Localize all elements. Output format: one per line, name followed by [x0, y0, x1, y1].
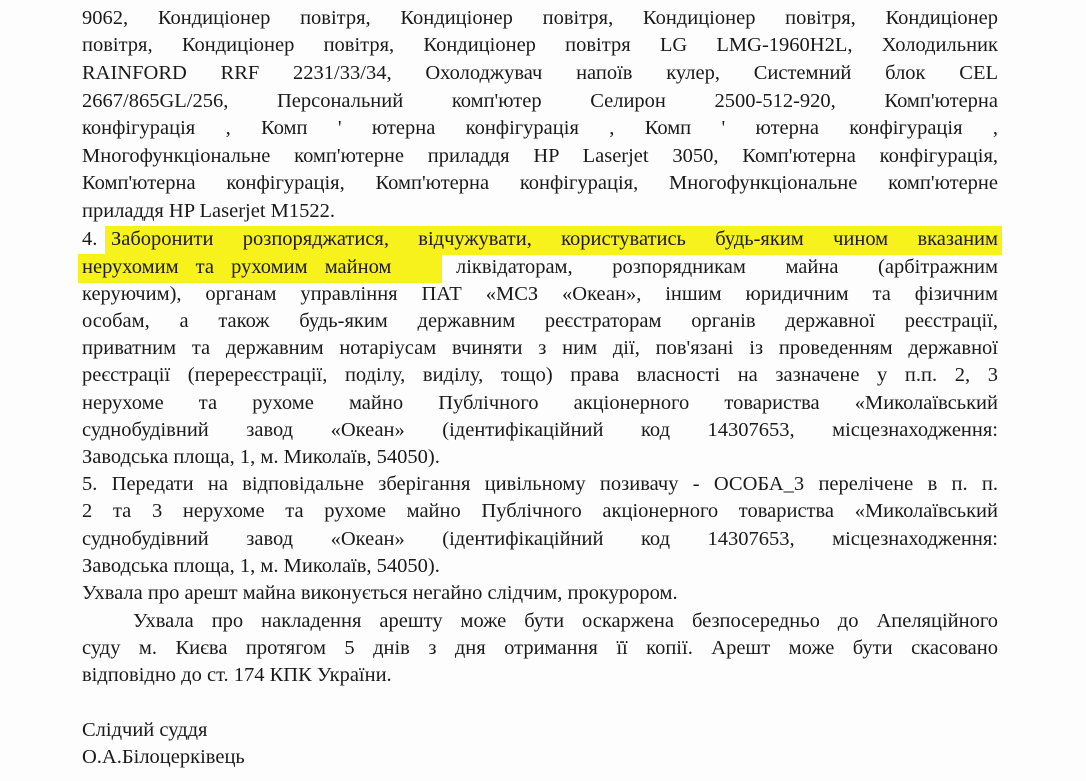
text-line: 2 та 3 нерухоме та рухоме майно Публічного акціонерного товариства «Миколаївський [82, 500, 998, 522]
text-line: Заводська площа, 1, м. Миколаїв, 54050). [82, 446, 440, 468]
text-line: приладдя HP Laserjet M1522. [82, 200, 335, 222]
text-line: конфігурація , Комп ' ютерна конфігурація , Комп ' ютерна конфігурація , [82, 117, 998, 139]
text-line: керуючим), органам управління ПАТ «МСЗ «Океан», іншим юридичним та фізичним [82, 283, 998, 305]
text-line: 9062, Кондиціонер повітря, Кондиціонер повітря, Кондиціонер повітря, Кондиціонер [82, 7, 998, 29]
text-line: RAINFORD RRF 2231/33/34, Охолоджувач напоїв кулер, Системний блок CEL [82, 62, 998, 84]
signature-name: О.А.Білоцерківець [82, 746, 245, 768]
text-line: реєстрації (перереєстрації, поділу, виділу, тощо) права власності на зазначене у п.п. 2, 3 [82, 364, 998, 386]
text-line: суднобудівний завод «Океан» (ідентифікаційний код 14307653, місцезнаходження: [82, 528, 998, 550]
signature-title: Слідчий суддя [82, 719, 208, 741]
execution-line: Ухвала про арешт майна виконується негайно слідчим, прокурором. [82, 582, 678, 604]
text-line: відповідно до ст. 174 КПК України. [82, 664, 392, 686]
text-line: 5. Передати на відповідальне зберігання цивільному позивачу - ОСОБА_3 перелічене в п. п. [82, 473, 998, 495]
text-line: суднобудівний завод «Океан» (ідентифікаційний код 14307653, місцезнаходження: [82, 419, 998, 441]
text-line: суду м. Києва протягом 5 днів з дня отримання її копії. Арешт може бути скасовано [82, 637, 998, 659]
item4-line1 [82, 226, 998, 253]
text-line: Многофункціональне комп'ютерне приладдя HP Laserjet 3050, Комп'ютерна конфігурація, [82, 145, 998, 167]
text-line: повітря, Кондиціонер повітря, Кондиціонер повітря LG LMG-1960H2L, Холодильник [82, 34, 998, 56]
text-segment: ліквідаторам, розпорядникам майна (арбітражним [456, 256, 998, 278]
text-line: Комп'ютерна конфігурація, Комп'ютерна конфігурація, Многофункціональне комп'ютерне [82, 172, 998, 194]
item4-line2 [82, 254, 998, 281]
text-line: Ухвала про накладення арешту може бути оскаржена безпосередньо до Апеляційного [133, 610, 998, 632]
text-line: приватним та державним нотаріусам вчиняти з ним дії, пов'язані із проведенням державної [82, 337, 998, 359]
text-line: нерухоме та рухоме майно Публічного акціонерного товариства «Миколаївський [82, 392, 998, 414]
text-line: особам, а також будь-яким державним реєстраторам органів державної реєстрації, [82, 310, 998, 332]
item4-number: 4. [82, 228, 98, 250]
text-line: Заводська площа, 1, м. Миколаїв, 54050). [82, 555, 440, 577]
text-line: 2667/865GL/256, Персональний комп'ютер Селирон 2500-512-920, Комп'ютерна [82, 90, 998, 112]
highlighted-text: нерухомим та рухомим майном [78, 254, 442, 283]
highlighted-text: Заборонити розпоряджатися, відчужувати, користуватись будь-яким чином вказаним [105, 226, 1002, 255]
